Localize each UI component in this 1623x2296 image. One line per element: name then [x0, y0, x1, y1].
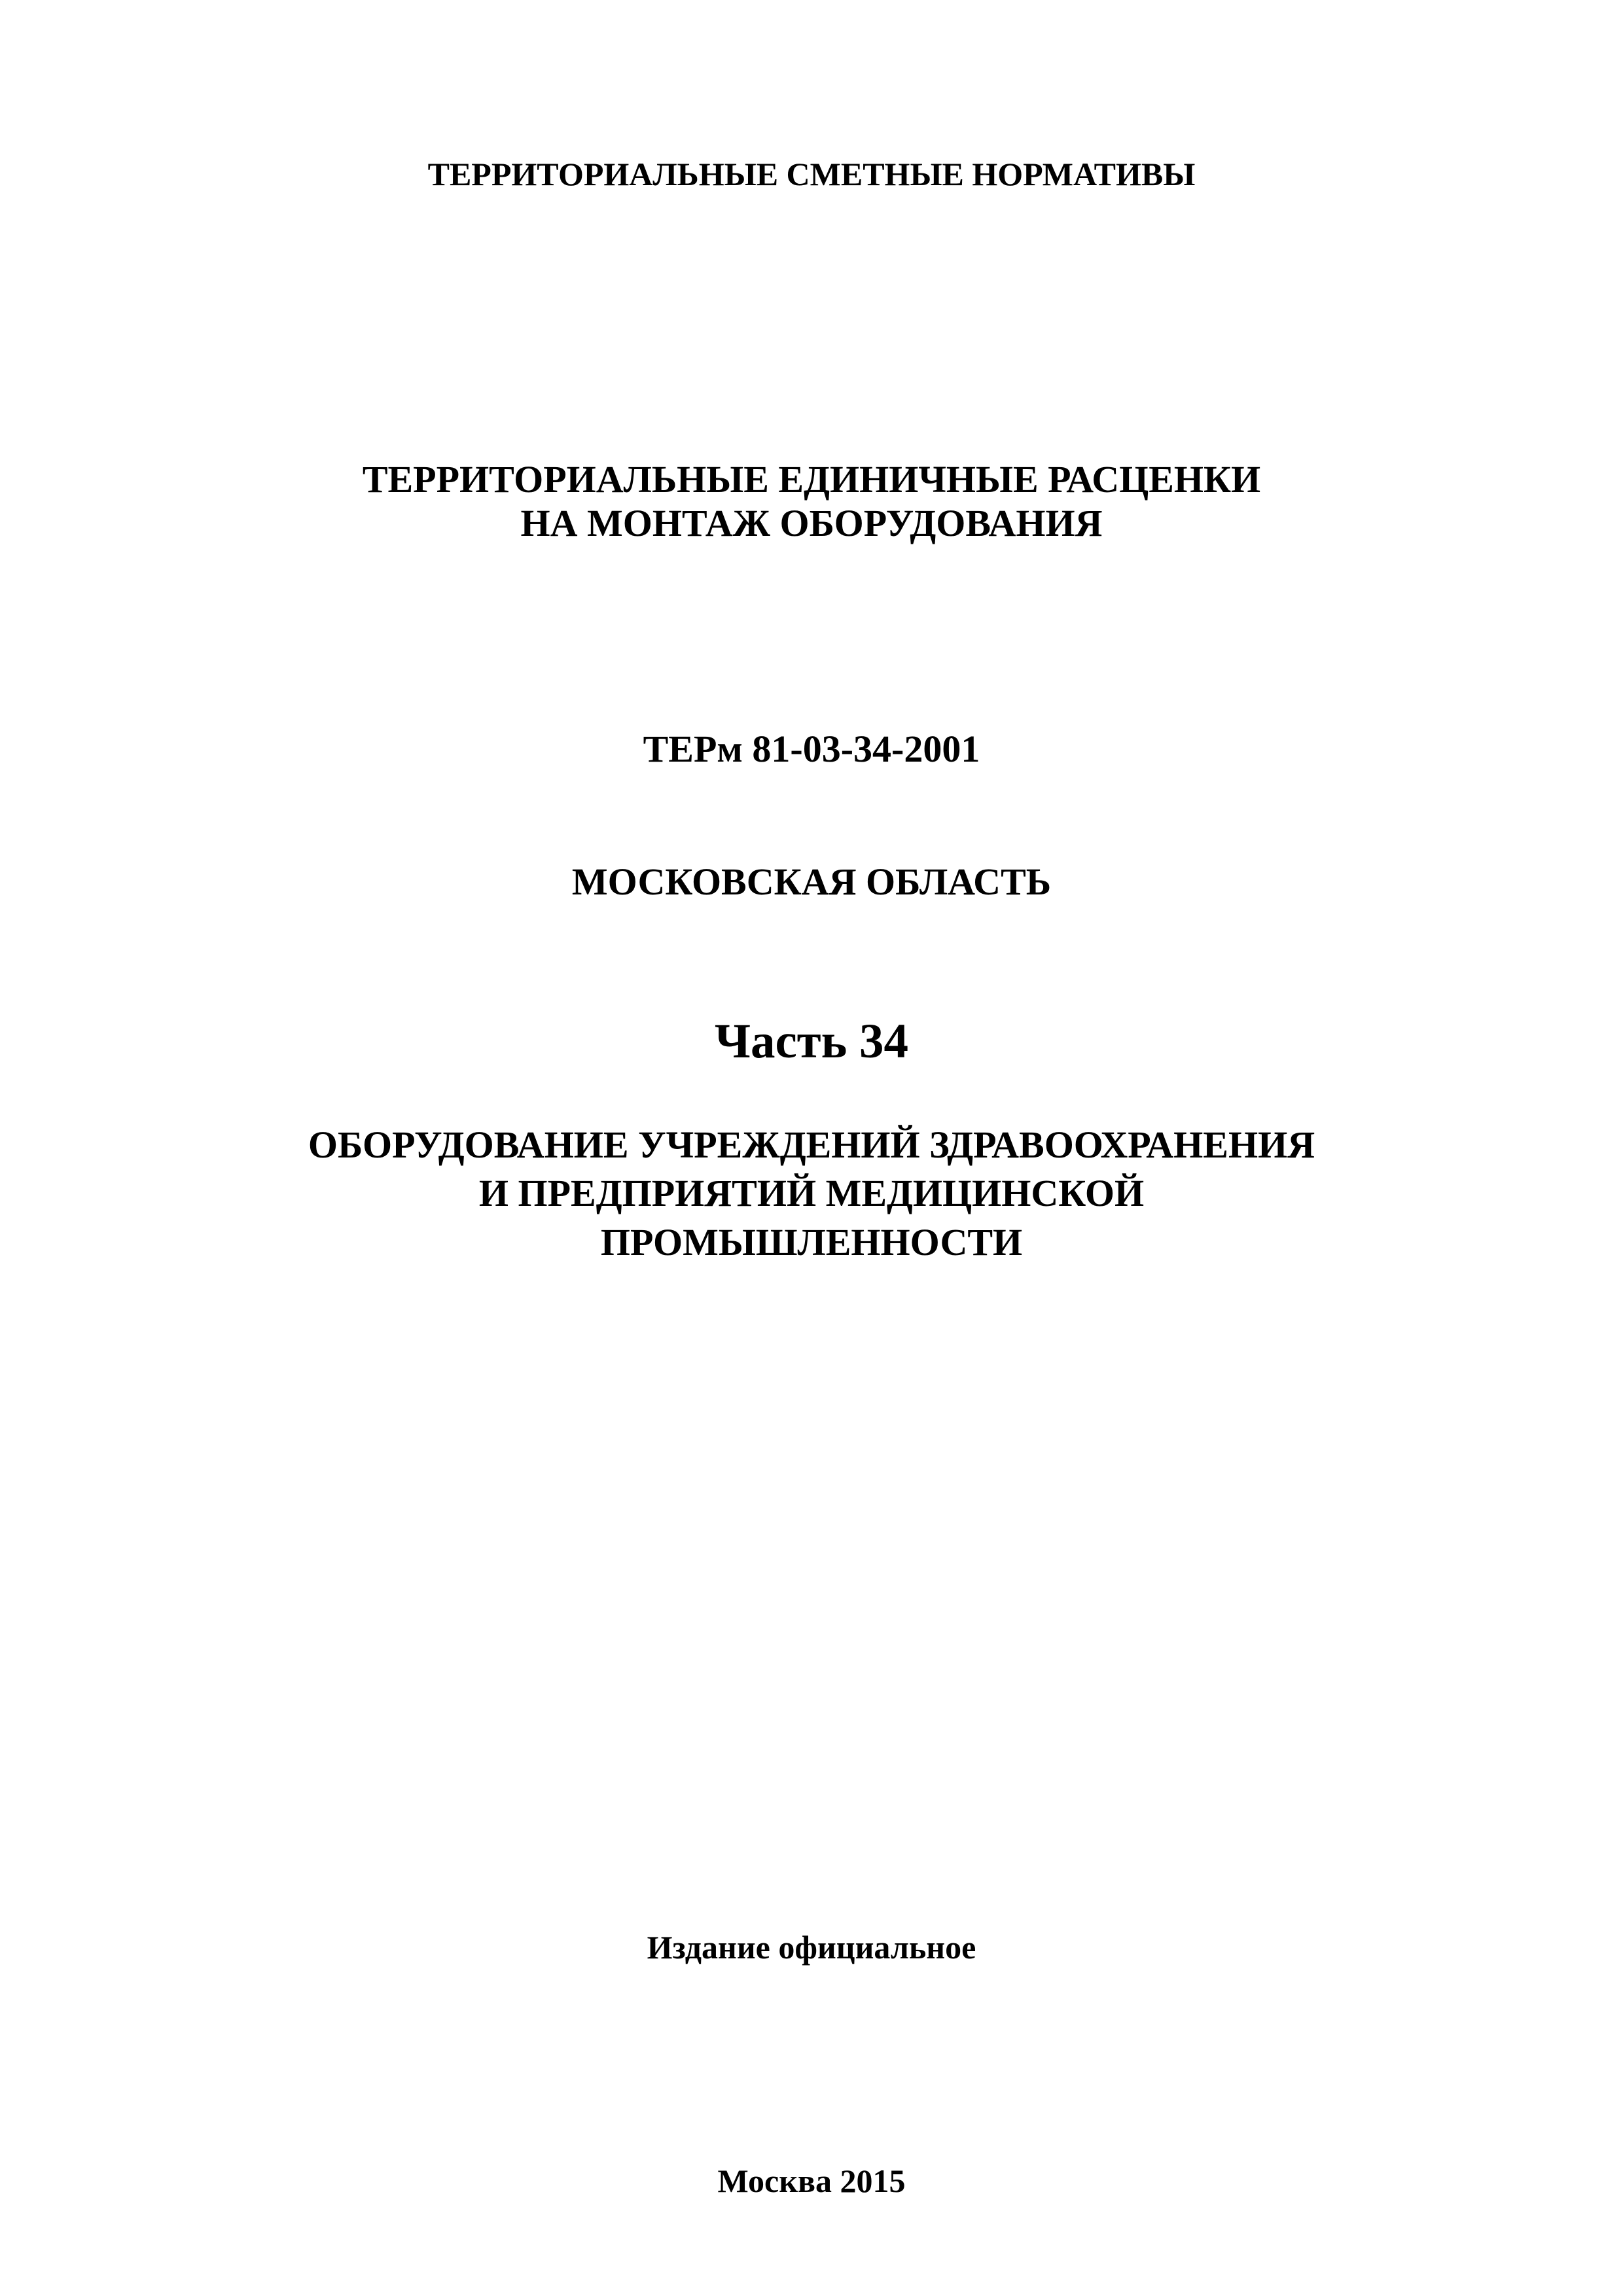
subject-line-2: И ПРЕДПРИЯТИЙ МЕДИЦИНСКОЙ [478, 1172, 1145, 1214]
edition-note: Издание официальное [647, 1929, 976, 1966]
title-line-1: ТЕРРИТОРИАЛЬНЫЕ ЕДИНИЧНЫЕ РАСЦЕНКИ [362, 458, 1261, 501]
part-number: Часть 34 [714, 1014, 909, 1069]
imprint: Москва 2015 [717, 2163, 906, 2199]
subject-line-3: ПРОМЫШЛЕННОСТИ [600, 1221, 1023, 1263]
document-code: ТЕРм 81-03-34-2001 [643, 728, 980, 770]
region: МОСКОВСКАЯ ОБЛАСТЬ [571, 860, 1052, 903]
title-line-2: НА МОНТАЖ ОБОРУДОВАНИЯ [520, 502, 1103, 544]
subject-line-1: ОБОРУДОВАНИЕ УЧРЕЖДЕНИЙ ЗДРАВООХРАНЕНИЯ [308, 1123, 1315, 1166]
header: ТЕРРИТОРИАЛЬНЫЕ СМЕТНЫЕ НОРМАТИВЫ [427, 156, 1196, 192]
